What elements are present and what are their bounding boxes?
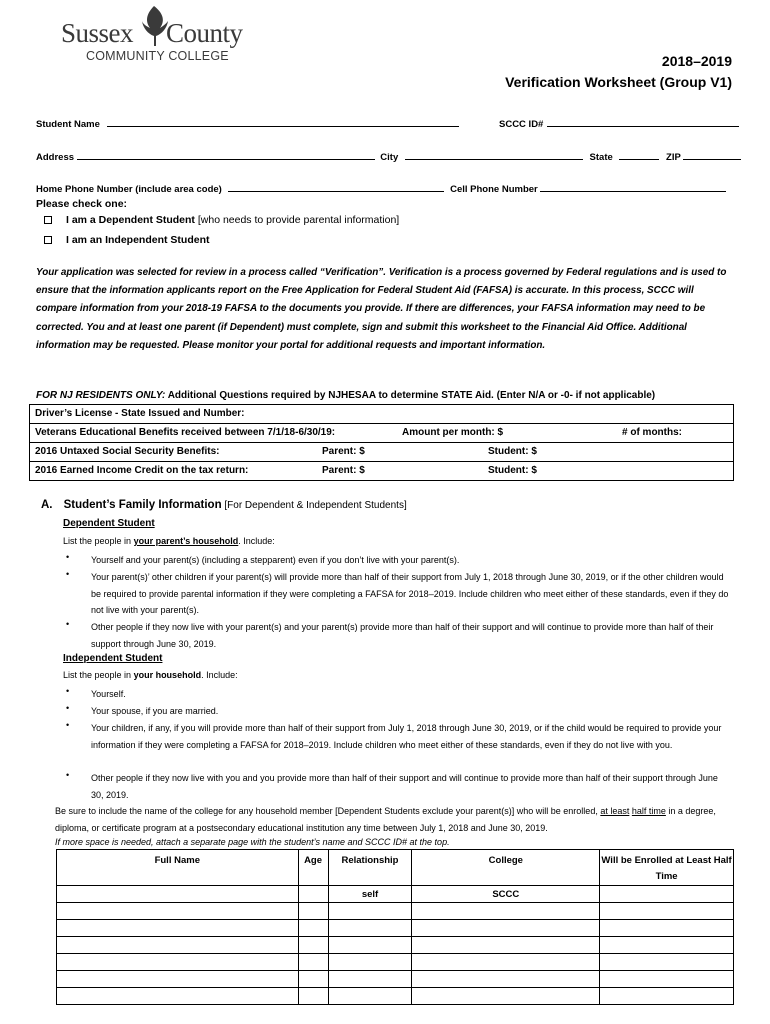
cell-enrolled[interactable] (600, 920, 734, 937)
table-row (57, 937, 734, 954)
cell-college[interactable]: SCCC (412, 886, 600, 903)
dependent-checkbox[interactable] (44, 216, 52, 224)
dependent-intro-c: . Include: (238, 536, 275, 546)
college-instruction-u2: half time (631, 806, 666, 816)
college-logo (58, 4, 273, 72)
header-relationship: Relationship (328, 850, 412, 886)
months-label: # of months: (622, 427, 682, 438)
eic-parent-label: Parent: $ (322, 465, 365, 476)
cell-age[interactable] (298, 971, 328, 988)
cell-full-name[interactable] (57, 886, 299, 903)
cell-relationship[interactable] (328, 988, 412, 1005)
cell-enrolled[interactable] (600, 886, 734, 903)
section-a-note: [For Dependent & Independent Students] (221, 500, 407, 511)
bullet: • (66, 703, 70, 713)
dependent-bullet-2: Your parent(s)’ other children if your parent(s) will provide more than half of their support from July 1, 2018 through June 30, 2019, or if the other children would be required to provide parental information if they were completing a FAFSA for 2018–2019. Include children who meet either of these standards, even if they do not live with your parent(s). (91, 572, 729, 615)
nj-residents-heading (36, 390, 655, 401)
bullet: • (66, 770, 70, 780)
bullet: • (66, 720, 70, 730)
dependent-bullet-1: Yourself and your parent(s) (including a stepparent) even if you don’t live with your parent(s). (91, 555, 460, 565)
cell-college[interactable] (412, 954, 600, 971)
independent-intro-c: . Include: (201, 670, 238, 680)
zip-field[interactable] (683, 150, 741, 160)
cell-college[interactable] (412, 988, 600, 1005)
student-name-label: Student Name (36, 119, 100, 130)
cell-age[interactable] (298, 920, 328, 937)
dependent-student-subheading: Dependent Student (63, 518, 155, 529)
independent-student-subheading: Independent Student (63, 653, 163, 664)
section-a-letter: A. (41, 499, 53, 511)
city-field[interactable] (405, 150, 583, 160)
bullet: • (66, 619, 70, 629)
verification-notice: Your application was selected for review in a process called “Verification”. Verification is a process governed by Federal regulations and is used to ensure that the information applicants report on the Free Application for Federal Student Aid (FAFSA) is accurate. In this process, SCCC will compare information from your 2018-19 FAFSA to the documents you provide. If there are differences, your FAFSA information may need to be corrected. You and at least one parent (if Dependent) must complete, sign and submit this worksheet to the Financial Aid Office. Additional information may be requested. Please monitor your portal for additional requests and important information. (36, 267, 727, 351)
address-field[interactable] (77, 150, 375, 160)
cell-college[interactable] (412, 920, 600, 937)
header-enrolled-half-time: Will be Enrolled at Least Half Time (600, 850, 734, 886)
dependent-intro (63, 536, 275, 546)
section-a-title: Student’s Family Information (63, 499, 222, 511)
cell-enrolled[interactable] (600, 903, 734, 920)
independent-bullet-3: Your children, if any, if you will provide more than half of their support from July 1, 2018 through June 30, 2019, or if the child would be required to provide your information if they were completing a FAFSA for 2018–2019. Include children who meet either of these standards, even if they do not live with you. (91, 723, 722, 750)
logo-text-county: County (166, 18, 243, 48)
bullet: • (66, 552, 70, 562)
nj-lead: FOR NJ RESIDENTS ONLY: (36, 390, 166, 401)
cell-enrolled[interactable] (600, 954, 734, 971)
table-header-row (57, 850, 734, 886)
cell-college[interactable] (412, 937, 600, 954)
table-row (57, 988, 734, 1005)
untaxed-ss-cell[interactable] (30, 443, 734, 462)
header-age: Age (298, 850, 328, 886)
eic-label: 2016 Earned Income Credit on the tax return: (35, 465, 249, 476)
phone-row (36, 182, 726, 195)
college-instruction-b: in a degree, diploma, or certificate program at a postsecondary educational institution any time between July 1, 2018 and June 30, 2019. (55, 806, 716, 833)
table-row (57, 971, 734, 988)
cell-age[interactable] (298, 988, 328, 1005)
student-name-field[interactable] (107, 117, 459, 127)
home-phone-label: Home Phone Number (include area code) (36, 184, 222, 195)
cell-full-name[interactable] (57, 920, 299, 937)
untaxed-ss-label: 2016 Untaxed Social Security Benefits: (35, 446, 220, 457)
logo-text-sussex: Sussex (61, 18, 134, 48)
cell-enrolled[interactable] (600, 937, 734, 954)
table-row (30, 443, 734, 462)
table-row (30, 405, 734, 424)
worksheet-year: 2018–2019 (661, 53, 732, 69)
logo-text-community-college: COMMUNITY COLLEGE (86, 49, 229, 63)
cell-college[interactable] (412, 903, 600, 920)
header-college: College (412, 850, 600, 886)
college-instruction (55, 803, 735, 836)
drivers-license-label: Driver’s License - State Issued and Number: (35, 408, 245, 419)
home-phone-field[interactable] (228, 182, 444, 192)
cell-age[interactable] (298, 903, 328, 920)
dependent-option-note: [who needs to provide parental information] (194, 214, 400, 226)
independent-intro-a: List the people in (63, 670, 134, 680)
sccc-id-field[interactable] (547, 117, 739, 127)
nj-rest: Additional Questions required by NJHESAA to determine STATE Aid. (Enter N/A or -0- if not applicable) (165, 390, 656, 401)
address-row (36, 150, 741, 163)
cell-relationship[interactable] (328, 903, 412, 920)
eic-cell[interactable] (30, 462, 734, 481)
table-row (30, 462, 734, 481)
independent-option-bold: I am an Independent Student (66, 234, 210, 246)
dependent-intro-b: your parent’s household (133, 536, 239, 546)
cell-full-name[interactable] (57, 988, 299, 1005)
drivers-license-cell[interactable] (30, 405, 734, 424)
bullet: • (66, 686, 70, 696)
state-label: State (589, 152, 613, 163)
table-row (57, 903, 734, 920)
dependent-bullet-3: Other people if they now live with your parent(s) and your parent(s) provide more than half of their support and will continue to provide more than half of their support through June 30, 2019. (91, 622, 714, 649)
nj-questions-table (29, 404, 734, 481)
cell-phone-field[interactable] (540, 182, 726, 192)
cell-relationship[interactable] (328, 920, 412, 937)
table-row (57, 954, 734, 971)
sccc-id-row (499, 117, 739, 130)
header-full-name: Full Name (57, 850, 299, 886)
veterans-benefits-cell[interactable] (30, 424, 734, 443)
untaxed-ss-student-label: Student: $ (488, 446, 537, 457)
more-space-note: If more space is needed, attach a separate page with the student’s name and SCCC ID# at the top. (55, 837, 450, 847)
cell-relationship[interactable]: self (328, 886, 412, 903)
dependent-intro-a: List the people in (63, 536, 134, 546)
table-row (57, 886, 734, 903)
independent-intro-b: your household (133, 670, 202, 680)
section-a-heading (41, 499, 407, 511)
cell-age[interactable] (298, 954, 328, 971)
table-row (57, 920, 734, 937)
dependent-option[interactable] (44, 214, 399, 226)
cell-relationship[interactable] (328, 954, 412, 971)
check-one-heading: Please check one: (36, 198, 128, 210)
college-instruction-u1: at least (600, 806, 630, 816)
independent-bullet-4: Other people if they now live with you and you provide more than half of their support and will continue to provide more than half of their support through June 30, 2019. (91, 773, 718, 800)
untaxed-ss-parent-label: Parent: $ (322, 446, 365, 457)
eic-student-label: Student: $ (488, 465, 537, 476)
student-name-row (36, 117, 459, 130)
independent-checkbox[interactable] (44, 236, 52, 244)
veterans-benefits-label: Veterans Educational Benefits received between 7/1/18-6/30/19: (35, 427, 336, 438)
cell-age[interactable] (298, 886, 328, 903)
cell-full-name[interactable] (57, 954, 299, 971)
household-table (56, 849, 734, 1005)
independent-bullet-2: Your spouse, if you are married. (91, 706, 219, 716)
cell-relationship[interactable] (328, 971, 412, 988)
cell-age[interactable] (298, 937, 328, 954)
worksheet-title: Verification Worksheet (Group V1) (505, 74, 732, 90)
dependent-option-bold: I am a Dependent Student (66, 214, 195, 226)
amount-per-month-label: Amount per month: $ (402, 427, 504, 438)
cell-full-name[interactable] (57, 903, 299, 920)
independent-option[interactable] (44, 234, 210, 246)
independent-intro (63, 670, 238, 680)
cell-relationship[interactable] (328, 937, 412, 954)
state-field[interactable] (619, 150, 659, 160)
table-row (30, 424, 734, 443)
sccc-id-label: SCCC ID# (499, 119, 544, 130)
college-instruction-a: Be sure to include the name of the college for any household member [Dependent Students exclude your parent(s)] who will be enrolled, (55, 806, 601, 816)
cell-full-name[interactable] (57, 937, 299, 954)
city-label: City (380, 152, 399, 163)
cell-college[interactable] (412, 971, 600, 988)
cell-enrolled[interactable] (600, 971, 734, 988)
address-label: Address (36, 152, 75, 163)
cell-full-name[interactable] (57, 971, 299, 988)
bullet: • (66, 569, 70, 579)
cell-phone-label: Cell Phone Number (450, 184, 538, 195)
cell-enrolled[interactable] (600, 988, 734, 1005)
zip-label: ZIP (666, 152, 681, 163)
independent-bullet-1: Yourself. (91, 689, 126, 699)
